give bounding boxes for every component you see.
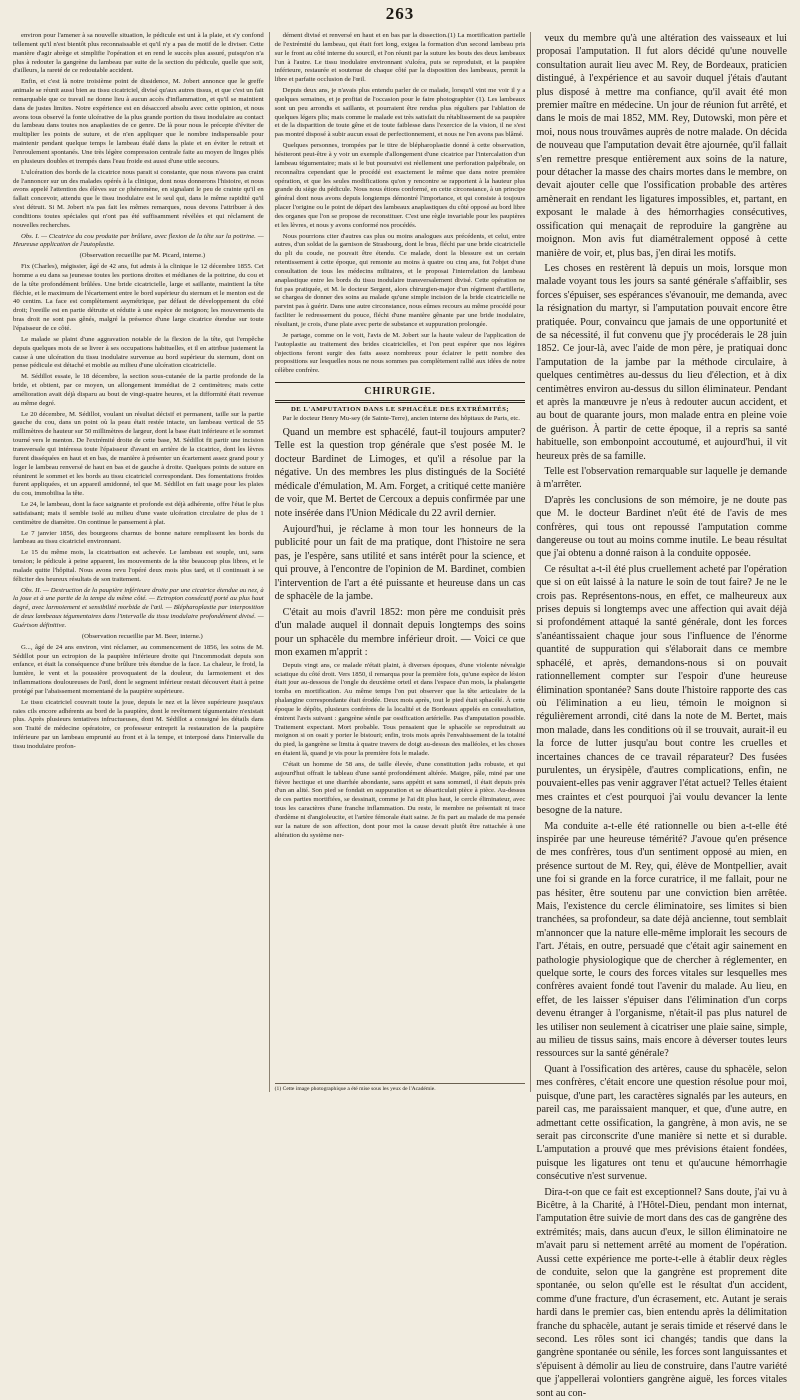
paragraph: Le 15 du même mois, la cicatrisation est achevée. Le lambeau est souple, uni, sans tension; le pédicule à peine apparent, les mouvements de la tête beaucoup plus libres, et le malade quitte l'hôpital. Nous avons revu l'opéré deux mois plus tard, et il continuait à se féliciter des heureux résultats de son traitement. [13, 549, 264, 583]
paragraph: Le 7 janvier 1856, des bourgeons charnus de bonne nature remplissent les bords du lambeau au tissu cicatriciel environnant. [13, 529, 264, 546]
paragraph: Ma conduite a-t-elle été rationnelle ou bien a-t-elle été inspirée par une heureuse témérité? J'avoue qu'en présence de mes confrères, tous d'un sentiment opposé au mien, en présence surtout de M. Rey, qui, élève de Montpellier, avait une foi si grande en la force curatrice, il me fallait, pour ne pas hésiter, être soutenu par une conviction bien arrêtée. Mais, l'existence du cercle éliminatoire, ses limites si bien tranchées, sa profondeur, sa date déjà ancienne, tout semblait m'annoncer que la nature elle-même implorait les secours de l'art. J'étais, en outre, persuadé que c'était agir sainement en pathologie physiologique que de chercher à réglementer, en quelque sorte, le cours des forces vitales sur lesquelles mes confrères avaient fondé tout l'avenir du malade. Au lieu, en effet, de les laisser s'épuiser dans l'élimination d'un corps devenu étranger à l'organisme, n'était-il pas plus naturel de les utiliser non seulement à cicatriser une plaie saine, simple, au milieu de tissus sains, mais encore à déverser toutes leurs ressources sur la santé générale? [536, 820, 788, 1060]
paragraph: Dira-t-on que ce fait est exceptionnel? Sans doute, j'ai vu à Bicêtre, à la Charité, à l'Hôtel-Dieu, pendant mon internat, l'amputation être suivie de mort dans des cas de gangrène des extrémités; mais, dans aucun d'eux, le sillon éliminatoire ne m'avait paru si nettement arrêté au moment de l'opération. Aussi cette expérience me porte-t-elle à établir deux règles de conduite, selon que la gangrène est proprement dite spontanée, ou selon qu'elle est le résultat d'un accident, comme d'une fracture, d'un écrasement, etc. Autant je serais hardi dans le premier cas, bien entendu après la délimitation franche du sphacèle, autant je serais timide et réservé dans le second. Les rôles sont ici changés; tandis que dans la gangrène spontanée ou sénile, les forces sont languissantes et s'épuisent à démolir au lieu de construire, dans l'autre variété que j'appellerai volontiers gangrène aiguë, les forces vitales sont au con- [536, 1186, 788, 1399]
paragraph: Aujourd'hui, je réclame à mon tour les honneurs de la publicité pour un fait de ma pratique, dont l'histoire ne sera pas, je l'espère, sans utilité et sans intérêt pour la science, et qui prouve, à l'encontre de l'opinion de M. Bardinet, combien l'intervention de l'art a été puissante et heureuse dans un cas de sphacèle de la jambe. [274, 523, 526, 603]
article-byline: Par le docteur Henry Mu-sey (de Sainte-Terre), ancien interne des hôpitaux de Paris, etc. [282, 415, 520, 423]
paragraph: environ pour l'amener à sa nouvelle situation, le pédicule est uni à la plaie, et s'y confond tellement qu'il n'est bientôt plus reconnaissable et qu'il n'y a pas de motif de le diviser. Cette manière d'agir abrège et simplifie l'opération et en rend le succès plus assuré, puisqu'on n'a plus à redouter la gangrène du lambeau par suite de la section du pédicule, quelle que soit, d'ailleurs, la rareté de ce redoutable accident. [13, 32, 264, 75]
paragraph: Depuis deux ans, je n'avais plus entendu parler de ce malade, lorsqu'il vint me voir il y a quelques semaines, et je profitai de l'occasion pour le faire photographier (1). Les lambeaux sont un peu arrondis et saillants, et pourraient être rendus plus réguliers par l'ablation de quelques légers plis; mais comme le malade est très satisfait du rétablissement de sa paupière et de la disparition de toute gêne et de toute faiblesse dans l'exercice de la vision, il ne s'est pas montré disposé à subir aucun essai de perfectionnement, et nous ne l'en avons pas blâmé. [274, 87, 526, 139]
paragraph: D'après les conclusions de son mémoire, je ne doute pas que M. le docteur Bardinet n'eût été de l'avis de mes confrères, qui tous ont repoussé l'amputation comme dangereuse ou tout au moins comme inutile. Le beau résultat que j'ai obtenu a donné raison à la conduite opposée. [536, 494, 788, 560]
article-title: DE L'AMPUTATION DANS LE SPHACÈLE DES EXTRÉMITÉS; [290, 406, 510, 414]
paragraph: Le 24, le lambeau, dont la face saignante et profonde est déjà adhérente, offre l'état le plus satisfaisant; mais il semble isolé au milieu d'une vaste ulcération circulaire de plus de 1 centimètre de diamètre. On continue le pansement à plat. [13, 501, 264, 526]
paragraph: Le 20 décembre, M. Sédillot, voulant un résultat décisif et permanent, taille sur la partie gauche du cou, dans un point où la peau était restée intacte, un lambeau vertical de 55 millimètres de hauteur sur 50 millimètres de largeur, dont la base était inférieure et le sommet tourné vers le menton. De l'extrémité droite de cette base, M. Sédillot fit partir une incision transversale qui intéressa toute l'épaisseur d'avant en arrière de la cicatrice, dont les lèvres furent disséquées en haut et en bas, de manière à présenter un écartement assez grand pour y loger le lambeau renversé de haut en bas et de gauche à droite. Quelques points de suture en réunirent le sommet et les bords au tissu cicatriciel correspondant. Des fomentations froides furent appliquées, et un appareil amidonné, tel que M. Sédillot en fait usage pour les plaies du cou, immobilisa la tête. [13, 410, 264, 498]
paragraph: Les choses en restèrent là depuis un mois, lorsque mon malade voyant tous les jours sa santé générale s'affaiblir, ses forces s'épuiser, ses espérances s'évanouir, me demanda, avec la résignation du martyr, si l'amputation pouvait encore être pratiquée. Pour, convaincu que jamais de une opportunité et de sa nécessité, il fut convenu que j'y procéderais le 28 juin 1852. Ce jour-là, avec l'aide de mon père, je pratiquai donc l'amputation de la jambe par la méthode circulaire, à quelques centimètres au-dessus du lieu d'élection, et à dix centimètres environ au-dessus du sillon éliminateur. Pendant et après la manœuvre je n'eus à redouter aucun accident, et au bout de quarante jours, mon malade entra en pleine voie de guérison. À partir de cette époque, il a repris sa santé habituelle, son embonpoint accoutumé, et aujourd'hui, il vit heureux près de sa famille. [536, 262, 788, 462]
article-case-text [275, 662, 526, 841]
paragraph: Nous pourrions citer d'autres cas plus ou moins analogues aux précédents, et celui, entre autres, d'un soldat de la garnison de Strasbourg, dont le bras, fléchi par une bride cicatricielle du pli du coude, ne pouvait être étendu. Ce malade, dont la blessure est un certain retentissement à cette époque, qui remonte au moins à quatre ou cinq ans, fut l'objet d'une consultation de tous les médecins militaires, et le proposai l'interrelation du lambeau anaplastique entre les bords du tissu inodulaire transversalement divisé. Cette opération ne fut pas pratiquée, et M. le docteur Sergent, alors chirurgien-major d'un régiment d'artillerie, se chargea de donner des soins au malade qu'une simple incision de la bride cicatricielle ne parvint pas à guérir. Dans une autre circonstance, nous eûmes recours au même procédé pour faciliter le redressement du pouce, fléchi d'une manière gênante par une bride inodulaire, résultant, je crois, d'une plaie avec perte de substance et suppuration prolongée. [274, 232, 526, 328]
paragraph: Quand un membre est sphacélé, faut-il toujours amputer? Telle est la question trop générale que s'est posée M. le docteur Bardinet de Limoges, et qu'il a résolue par la négative. Un des membres les plus distingués de la Société médicale d'émulation, M. Am. Forget, a critiqué cette manière de voir, que M. Bertet de Cercoux a depuis confirmée par une note insérée dans l'Union Médicale du 22 avril dernier. [274, 426, 526, 519]
col1-intro [13, 32, 264, 231]
paragraph: Fix (Charles), mégissier, âgé de 42 ans, fut admis à la clinique le 12 décembre 1855. Cet homme a eu dans sa jeunesse toutes les portions droites et médianes de la poitrine, du cou et de la tête profondément brûlées. Une bride cicatricielle, large et saillante, maintient la tête fléchie, et le maximum de l'écartement entre le bord supérieur du sternum et le menton est de 40 centim. La face est complètement asymétrique, par défaut de développement du côté droit; l'oreille est en partie détruite et réduite à une espèce de moignon; les mouvements du bras droit ne sont pas gênés, malgré la présence d'une large cicatrice étendue sur toute l'épaisseur de ce côté. [13, 263, 264, 332]
paragraph: Telle est l'observation remarquable sur laquelle je demande à m'arrêter. [536, 466, 788, 491]
section-rule [275, 382, 526, 383]
obs1-title: Obs. I. — Cicatrice du cou produite par brûlure, avec flexion de la tête sur la poitrine. — Heureuse application de l'autoplastie. [13, 232, 264, 249]
article-lead [275, 426, 526, 660]
three-column-body [8, 32, 792, 1399]
paragraph: Le tissu cicatriciel couvrait toute la joue, depuis le nez et la lèvre supérieure jusqu'aux raies cils encore adhérents au bord de la paupière, dont le revêtement tégumentaire n'existait plus. Après plusieurs tentatives infructueuses, dont M. Sédillot a consigné les détails dans son Traité de médecine opératoire, ce professeur entreprit la restauration de la paupière inférieure par un lambeau emprunté au front et à la tempe, et interposé dans l'intervalle du tissu inodulaire profon- [13, 698, 264, 750]
footnote: (1) Cette image photographique a été mise sous les yeux de l'Académie. [275, 1083, 526, 1092]
page-number: 263 [385, 4, 415, 23]
column-right [530, 32, 792, 1399]
paragraph: C'était au mois d'avril 1852: mon père me conduisit près d'un malade auquel il donnait depuis longtemps des soins pour un sphacèle du membre inférieur droit. — Voici ce que mon examen m'apprit : [274, 606, 526, 659]
paragraph: Quant à l'ossification des artères, cause du sphacèle, selon mes confrères, c'était encore une question résolue pour moi, puisque, d'une part, les caractères signalés par les auteurs, en pareil cas, me paraissaient manquer, et que, d'une autre, en admettant cette ossification, la gangrène, à mon avis, ne se serait pas circonscrite d'une manière si nette et si durable. L'amputation a prouvé que mes prévisions étaient fondées, puisque les ligatures ont tenu et qu'aucune hémorrhagie consécutive n'est survenue. [536, 1063, 788, 1183]
paragraph: Quelques personnes, trompées par le titre de blépharoplastie donné à cette observation, hésiteront peut-être à y voir un exemple d'allongement d'une cicatrice par l'intercalation d'un lambeau tégumentaire; mais si le but poursuivi est réellement une perforation palpébrale, on reconnaîtra cependant que le procédé est exactement le même que dans notre première opération, et que les seules modifications qu'on y rencontre se rapportent à la hauteur plus grande du siège du pédicule. Nous nous étions conformé, en cette circonstance, à un principe général dont nous avons depuis longtemps démontré l'importance, et qui consiste à toujours placer l'origine ou le point de départ des lambeaux anaplastiques du côté opposé au bord libre des organes que l'on se propose de reconstituer. C'est une règle invariable pour les paupières et les lèvres, et nous y avons conformé nos procédés. [274, 142, 526, 229]
section-title: CHIRURGIE. [364, 386, 436, 398]
paragraph: Enfin, et c'est là notre troisième point de dissidence, M. Jobert annonce que le greffe animale se réunit aussi bien au tissu cicatriciel, divisé qu'aux autres tissus, et que c'est un fait remarquable que ce travail ne donne lieu à aucun accès d'inflammation, et qu'il se maintient dans de justes limites. Notre expérience est en désaccord absolu avec cette opinion, et nous avons tous observé la fonte ulcérative de la plus grande portion du tissu inodulaire au contact du lambeau dans toutes nos anaplasties de ce genre. De là pour nous le précepte d'éviter de multiplier les points de suture, et de n'en appliquer que le nombre indispensable pour maintenir pendant quelque temps le lambeau étalé dans la plaie et en éviter le retrait et l'enroulement spontanés. Une très légère compression centrale faite au moyen de linges pliés en plusieurs doubles et trempés dans l'eau froide est aussi d'une utile secours. [13, 78, 264, 165]
paragraph: L'ulcération des bords de la cicatrice nous parait si constante, que nous n'avons pas craint de l'annoncer sur un des malades opérés à la clinique, dont nous donnerons l'histoire, et nous avons appelé l'attention des élèves sur ce phénomène, en signalant le peu de crainte qu'il en fallait concevoir, attendu que le tissu inodulaire est le seul qui, dans le même rapidité qu'il s'est détruit. Si M. Jobert n'a pas fait les mêmes remarques, nous devons l'attribuer à des conditions toutes spéciales qui n'ont pas été suffisamment révélées et qui réclament de nouvelles recherches. [13, 168, 264, 229]
obs2-title: Obs. II. — Destruction de la paupière inférieure droite par une cicatrice étendue au nez, à la joue et à une partie de la tempe du même côté. — Ectropion consécutif porté au plus haut degré, avec larmoiement et sensibilité morbide de l'œil. — Blépharoplastie par interposition de deux lambeaux tégumentaires dans l'intervalle du tissu inodulaire profondément divisé. — Guérison définitive. [13, 586, 264, 629]
paragraph: veux du membre qu'à une altération des vaisseaux et lui proposai l'amputation. Il fut alors décidé qu'une nouvelle consultation aurait lieu avec M. Rey, de Bordeaux, praticien distingué, à l'expérience et au savoir duquel j'étais d'autant plus disposé à mettre ma confiance, qu'il avait été mon premier maître en médecine. Un jour de réunion fut arrêté, et dans le mois de mai 1852, MM. Rey, Dutowski, mon père et moi, nous nous trouvâmes auprès de notre malade. On décida de nouveau que l'amputation devait être ajournée, qu'il fallait s'en remettre presque entièrement aux soins de la nature, pour détacher la masse des chairs mortes dans le membre, on devait ajouter celle que l'ossification probable des artères amènerait en rendant les ligatures impossibles, et, partant, en exposant le malade à des hémorrhagies consécutives, ossification qui menaçait de reproduire la gangrène au moignon. Mon avis fut diamétralement opposé à cette manière de voir, et, plus bas, j'en dirai les motifs. [536, 33, 788, 259]
section-double-rule [275, 400, 526, 403]
paragraph: C'était un homme de 58 ans, de taille élevée, d'une constitution jadis robuste, et qui aujourd'hui offrait le tableau d'une santé profondément altérée. Maigre, pâle, miné par une fièvre hectique et une diarrhée abondante, sans appétit et sans sommeil, il était depuis près d'un an alité. Son pied se fondait en suppuration et se désarticulait pièce à pièce. Au-dessus de ces parties mortifiées, se dessinait, comme je l'ai dit plus haut, le cercle éliminateur, avec tous les caractères d'une franche inflammation. Du reste, le membre ne présentait ni trace d'œdème ni d'angioleucite, et l'artère fémorale était saine. Je fis part au malade de ma pensée sur la nature de son affection, dont pour moi la cause devait plutôt être rattachée à une altération du système ner- [274, 760, 526, 839]
column-middle [269, 32, 531, 1092]
paragraph: dément divisé et renversé en haut et en bas par la dissection.(1) La mortification partielle de l'extrémité du lambeau, qui était fort long, exigea la formation d'un second lambeau pris sur le front au côté interne du sourcil, et l'on réunit par la suture les bouts des deux lambeaux l'un à l'autre. Le tissu inodulaire environnant s'ulcéra, puis se reproduisit, et la paupière inférieure, restaurée et soutenue de chaque côté par la disposition des lambeaux, permit la libre et parfaite occlusion de l'œil. [274, 32, 526, 84]
paragraph: Ce résultat a-t-il été plus cruellement acheté par l'opération que si on eût laissé à la nature le soin de tout faire? Je ne le crois pas. Représentons-nous, en effet, ce malheureux aux prises depuis si longtemps avec une affection qui avait déjà si profondément attaqué la santé générale, dont les forces s'anéantissaient chaque jour sous l'influence de l'énorme quantité de suppuration qui s'élaborait dans ce membre sphacélé, et après, demandons-nous si on pouvait rationnellement compter sur l'espoir d'une heureuse élimination spontanée? Sans doute l'histoire rapporte des cas où l'élimination a eu lieu, témoin le moignon si régulièrement arrondi, cité dans la note de M. Bertet, mais mon malade, dans les conditions où il se trouvait, aurait-il eu la force de lutter jusqu'au bout contre les cruelles et incertaines chances de ce travail réparateur? Des fusées purulentes, un érysipèle, d'autres complications, enfin, ne pouvaient-elles pas venir aggraver l'état actuel? Telles étaient mes craintes et c'est pourquoi j'ai voulu devancer la lente besogne de la nature. [536, 563, 788, 817]
paragraph: Le malade se plaint d'une aggravation notable de la flexion de la tête, qui l'empêche depuis quelques mois de se livrer à ses occupations habituelles, et il en attribue justement la cause à une ulcération du tissu inodulaire survenue au bord supérieur du sternum, dont on pense pédicule est détaché et mobile au milieu d'une ulcération cicatricielle. [13, 335, 264, 370]
column-left [8, 32, 269, 1092]
paragraph: Depuis vingt ans, ce malade n'était plaint, à diverses époques, d'une violente névralgie sciatique du côté droit. Vers 1850, il remarqua pour la première fois, qu'une espèce de lésion était jour au-dessous de l'ongle du deuxième orteil et dans l'espace d'un mois, la phalangette tomba en mortification. Au même temps l'on put observer que la tête articulaire de la phalangine correspondante était érodée. Deux mois après, tout le pied était sphacélé. À cette époque le dépôts, plusieurs confrères de la localité et de Bordeaux appelés en consultation, émirent l'avis suivant : gangrène sénile par ossification artérielle. Pas d'amputation possible. Traitement expectant. Mort probable. Tous pensaient que le sphacèle se reproduirait au moignon si on osait y porter le bistouri; enfin, trois mois après l'envahissement de la totalité du pied, la gangrène se limita à quatre travers de doigt au-dessus des malléoles, et les choses en étaient là, quand je vis pour la première fois le malade. [274, 661, 526, 758]
paragraph: M. Sédillot essaie, le 18 décembre, la section sous-cutanée de la partie profonde de la bride, et obtient, par ce moyen, un allongement immédiat de 2 centimètres; mais cette amélioration avait déjà disparu au bout de vingt-quatre heures, et la difformité était revenue au même degré. [13, 373, 264, 407]
paragraph: Je partage, comme on le voit, l'avis de M. Jobert sur la haute valeur de l'application de l'autoplastie au traitement des brides cicatricielles, et l'on peut espérer que nos légères objections feront surgir des faits assez nombreux pour éclairer le petit nombre des propositions sur lesquelles nous ne nous sommes pas complètement rallié aux idées de notre célèbre confrère. [274, 331, 526, 375]
obs2-credit: (Observation recueillie par M. Beer, interne.) [81, 632, 203, 640]
paragraph: G..., âgé de 24 ans environ, vint réclamer, au commencement de 1856, les soins de M. Sédillot pour un ectropion de la paupière inférieure droite qui l'incommodait depuis son enfance, et était la conséquence d'une brûlure très étendue de la face. La chaleur, le froid, la lumière, le vent et la poussière provoquaient de la douleur, du larmoiement et des inflammations douloureuses de l'œil, dont le segment inférieur restait découvert était à peine protégé par l'abaissement momentané de la paupière supérieure. [13, 643, 264, 695]
obs1-credit: (Observation recueillie par M. Picard, interne.) [79, 252, 206, 260]
